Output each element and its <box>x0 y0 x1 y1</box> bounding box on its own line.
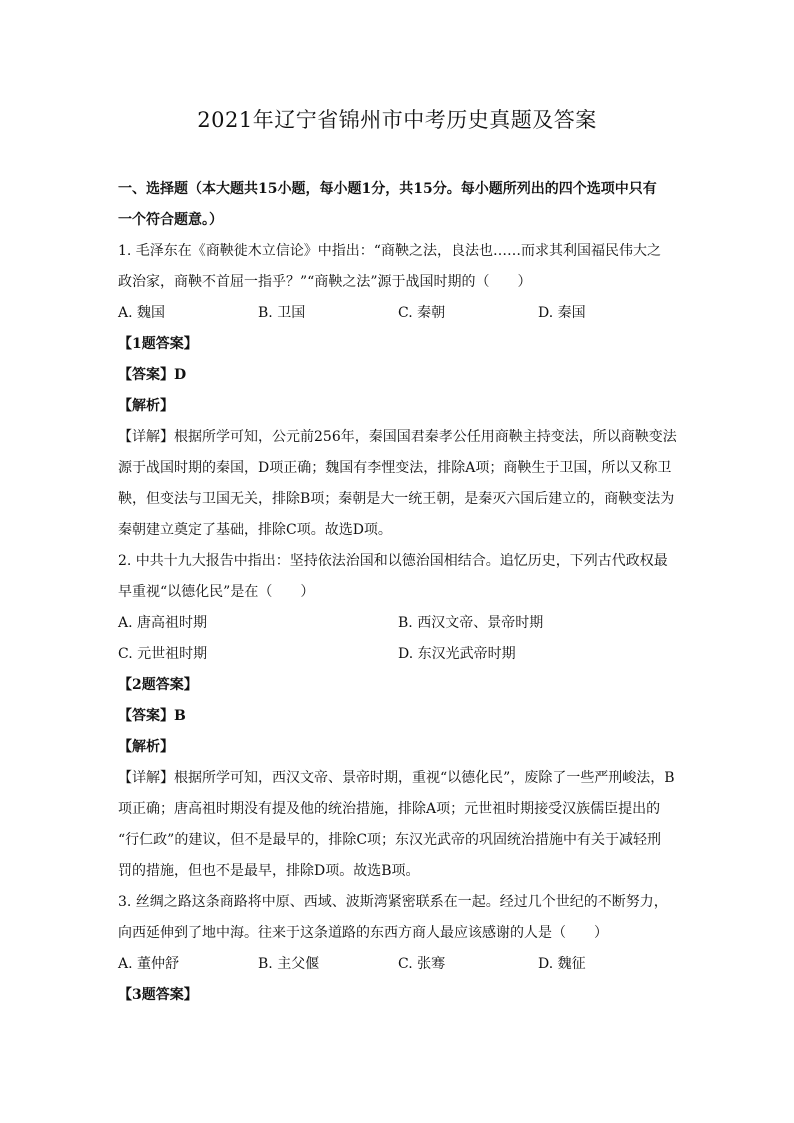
page-title: 2021年辽宁省锦州市中考历史真题及答案 <box>197 108 597 132</box>
q1-options <box>118 298 678 329</box>
q1-stem-line-1: 1. 毛泽东在《商鞅徙木立信论》中指出：“商鞅之法，良法也……而求其利国福民伟大之 <box>118 243 661 259</box>
q1-analysis-label: 【解析】 <box>118 398 174 414</box>
q1-option-a: A. 魏国 <box>118 305 166 321</box>
q2-option-d: D. 东汉光武帝时期 <box>398 646 516 662</box>
q1-detail-line-2: 源于战国时期的秦国，D项正确；魏国有李悝变法，排除A项；商鞅生于卫国，所以又称卫 <box>118 460 672 476</box>
q1-answer-block-title: 【1题答案】 <box>118 336 198 352</box>
q2-answer-block-title: 【2题答案】 <box>118 677 198 693</box>
q2-option-c: C. 元世祖时期 <box>118 646 208 662</box>
q2-detail-line-4: 罚的措施，但也不是最早，排除D项。故选B项。 <box>118 863 420 879</box>
q1-detail-line-1: 【详解】根据所学可知，公元前256年，秦国国君秦孝公任用商鞅主持变法，所以商鞅变法 <box>118 429 677 445</box>
q3-stem-line-2: 向西延伸到了地中海。往来于这条道路的东西方商人最应该感谢的人是（ ） <box>118 925 608 941</box>
q1-option-d: D. 秦国 <box>538 305 586 321</box>
q1-option-c: C. 秦朝 <box>398 305 446 321</box>
q3-stem-line-1: 3. 丝绸之路这条商路将中原、西域、波斯湾紧密联系在一起。经过几个世纪的不断努力， <box>118 894 668 910</box>
q1-detail-line-4: 秦朝建立奠定了基础，排除C项。故选D项。 <box>118 522 392 538</box>
q2-detail-line-2: 项正确；唐高祖时期没有提及他的统治措施，排除A项；元世祖时期接受汉族儒臣提出的 <box>118 801 661 817</box>
q2-stem-line-2: 早重视“以德化民”是在（ ） <box>118 584 315 600</box>
q3-option-c: C. 张骞 <box>398 956 446 972</box>
q2-detail-line-1: 【详解】根据所学可知，西汉文帝、景帝时期，重视“以德化民”，废除了一些严刑峻法，B <box>118 770 675 786</box>
q2-options-row-1 <box>118 608 678 639</box>
q2-analysis-label: 【解析】 <box>118 739 174 755</box>
section-header-line-2: 一个符合题意。） <box>118 212 223 228</box>
q1-answer: 【答案】D <box>118 367 187 383</box>
q2-options-row-2 <box>118 639 678 670</box>
q3-answer-block-title: 【3题答案】 <box>118 987 198 1003</box>
q3-option-b: B. 主父偃 <box>258 956 320 972</box>
q1-detail-line-3: 鞅，但变法与卫国无关，排除B项；秦朝是大一统王朝，是秦灭六国后建立的，商鞅变法为 <box>118 491 675 507</box>
q1-stem-line-2: 政治家，商鞅不首屈一指乎？”“商鞅之法”源于战国时期的（ ） <box>118 274 532 290</box>
q2-detail-line-3: “行仁政”的建议，但不是最早的，排除C项；东汉光武帝的巩固统治措施中有关于减轻刑 <box>118 832 662 848</box>
q2-answer: 【答案】B <box>118 708 186 724</box>
q2-option-a: A. 唐高祖时期 <box>118 615 208 631</box>
q3-option-a: A. 董仲舒 <box>118 956 180 972</box>
q2-option-b: B. 西汉文帝、景帝时期 <box>398 615 544 631</box>
document-body <box>118 174 678 1011</box>
q1-option-b: B. 卫国 <box>258 305 306 321</box>
q3-options <box>118 949 678 980</box>
section-header-line-1: 一、选择题（本大题共15小题，每小题1分，共15分。每小题所列出的四个选项中只有 <box>118 181 657 197</box>
q2-stem-line-1: 2. 中共十九大报告中指出：坚持依法治国和以德治国相结合。追忆历史，下列古代政权最 <box>118 553 668 569</box>
q3-option-d: D. 魏征 <box>538 956 586 972</box>
